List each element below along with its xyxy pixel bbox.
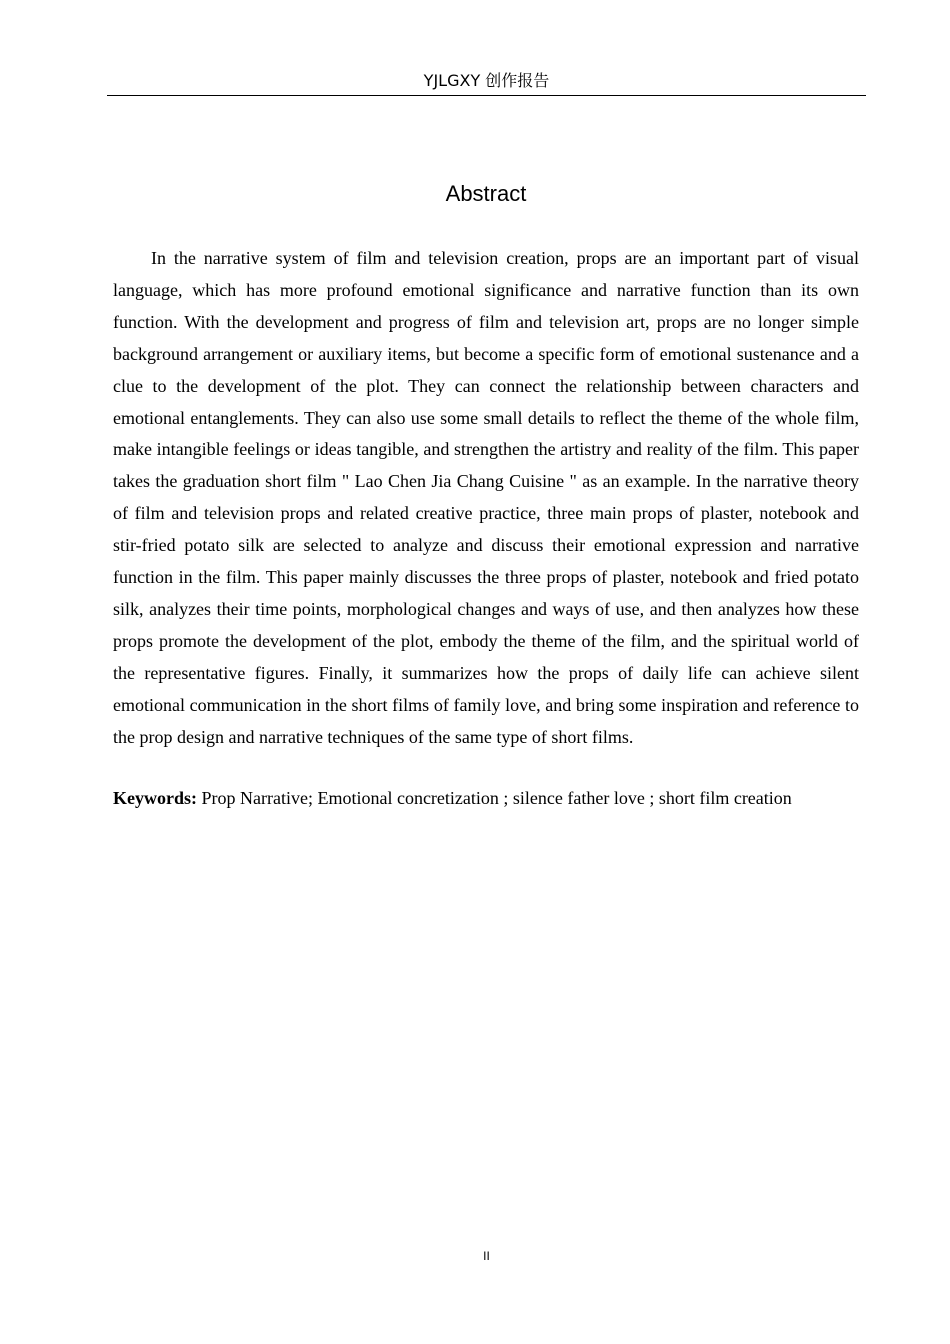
keywords-text: Prop Narrative; Emotional concretization ; silence father love ; short film creation (201, 788, 792, 808)
page-number: II (483, 1249, 490, 1263)
header-text: YJLGXY 创作报告 (423, 71, 550, 90)
keywords-line (113, 786, 859, 811)
abstract-body: In the narrative system of film and television creation, props are an important part of visual language, which has more profound emotional significance and narrative function than its own function. With the development and progress of film and television art, props are no longer simple background arrangement or auxiliary items, but become a specific form of emotional sustenance and a clue to the development of the plot. They can connect the relationship between characters and emotional entanglements. They can also use some small details to reflect the theme of the whole film, make intangible feelings or ideas tangible, and strengthen the artistry and reality of the film. This paper takes the graduation short film " Lao Chen Jia Chang Cuisine " as an example. In the narrative theory of film and television props and related creative practice, three main props of plaster, notebook and stir-fried potato silk are selected to analyze and discuss their emotional expression and narrative function in the film. This paper mainly discusses the three props of plaster, notebook and fried potato silk, analyzes their time points, morphological changes and ways of use, and then analyzes how these props promote the development of the plot, embody the theme of the film, and the spiritual world of the representative figures. Finally, it summarizes how the props of daily life can achieve silent emotional communication in the short films of family love, and bring some inspiration and reference to the prop design and narrative techniques of the same type of short films. (113, 248, 859, 747)
abstract-title: Abstract (445, 181, 527, 206)
page-header (107, 70, 866, 96)
keywords-label: Keywords: (113, 788, 197, 808)
